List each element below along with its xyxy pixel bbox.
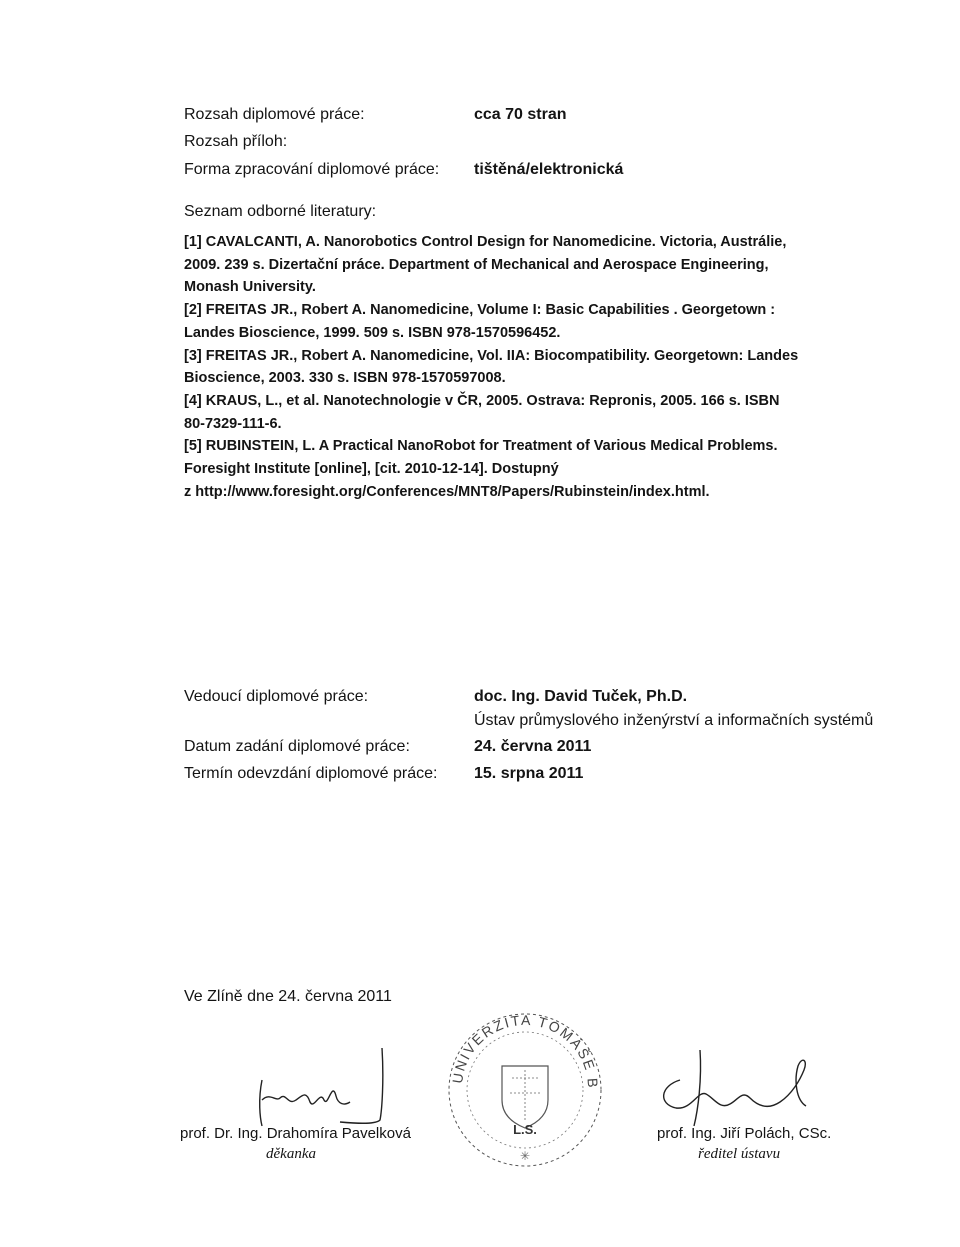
literature-line: Monash University. <box>184 279 316 296</box>
assigned-date-value: 24. června 2011 <box>474 738 592 755</box>
literature-line: [1] CAVALCANTI, A. Nanorobotics Control Design for Nanomedicine. Victoria, Austrálie, <box>184 234 787 250</box>
literature-line: [2] FREITAS JR., Robert A. Nanomedicine, Volume I: Basic Capabilities . Georgetown : <box>184 302 776 319</box>
literature-line: Bioscience, 2003. 330 s. ISBN 978-1570597008. <box>184 370 506 387</box>
extent-value: cca 70 stran <box>474 106 567 123</box>
literature-line: [4] KRAUS, L., et al. Nanotechnologie v ČR, 2005. Ostrava: Repronis, 2005. 166 s. ISBN <box>184 392 780 409</box>
assigned-date-label: Datum zadání diplomové práce: <box>184 738 410 755</box>
literature-line: [5] RUBINSTEIN, L. A Practical NanoRobot for Treatment of Various Medical Problems. <box>184 438 778 455</box>
director-name: prof. Ing. Jiří Polách, CSc. <box>657 1125 832 1142</box>
literature-heading: Seznam odborné literatury: <box>184 203 377 220</box>
dean-role: děkanka <box>266 1146 316 1162</box>
literature-line: z http://www.foresight.org/Conferences/MNT8/Papers/Rubinstein/index.html. <box>184 483 710 500</box>
supervisor-name: doc. Ing. David Tuček, Ph.D. <box>474 688 688 705</box>
literature-line: 80-7329-111-6. <box>184 415 282 432</box>
university-seal-icon <box>433 995 610 1168</box>
form-label: Forma zpracování diplomové práce: <box>184 161 440 178</box>
place-date: Ve Zlíně dne 24. června 2011 <box>184 988 392 1005</box>
svg-text:✳: ✳ <box>519 1149 531 1163</box>
director-signature-icon <box>640 1040 820 1130</box>
director-role: ředitel ústavu <box>698 1146 781 1162</box>
literature-line: [3] FREITAS JR., Robert A. Nanomedicine, Vol. IIA: Biocompatibility. Georgetown: Landes <box>184 347 799 364</box>
due-date-value: 15. srpna 2011 <box>474 765 584 782</box>
literature-line: 2009. 239 s. Dizertační práce. Department of Mechanical and Aerospace Engineering, <box>184 256 769 273</box>
dean-name: prof. Dr. Ing. Drahomíra Pavelková <box>180 1125 411 1142</box>
svg-text:L.S.: L.S. <box>513 1122 537 1137</box>
literature-line: Landes Bioscience, 1999. 509 s. ISBN 978-1570596452. <box>184 324 561 341</box>
literature-line: Foresight Institute [online], [cit. 2010-12-14]. Dostupný <box>184 461 559 477</box>
supervisor-institute: Ústav průmyslového inženýrství a informačních systémů <box>474 712 874 729</box>
dean-signature-icon <box>250 1040 400 1130</box>
svg-text:UNIVERZITA TOMÁŠE BATI VE ZLÍN: UNIVERZITA TOMÁŠE BATI VE ZLÍNĚ <box>433 995 602 1090</box>
form-value: tištěná/elektronická <box>474 161 624 178</box>
extent-label: Rozsah diplomové práce: <box>184 106 365 123</box>
supervisor-label: Vedoucí diplomové práce: <box>184 688 369 705</box>
due-date-label: Termín odevzdání diplomové práce: <box>184 765 438 782</box>
attachments-label: Rozsah příloh: <box>184 133 288 150</box>
